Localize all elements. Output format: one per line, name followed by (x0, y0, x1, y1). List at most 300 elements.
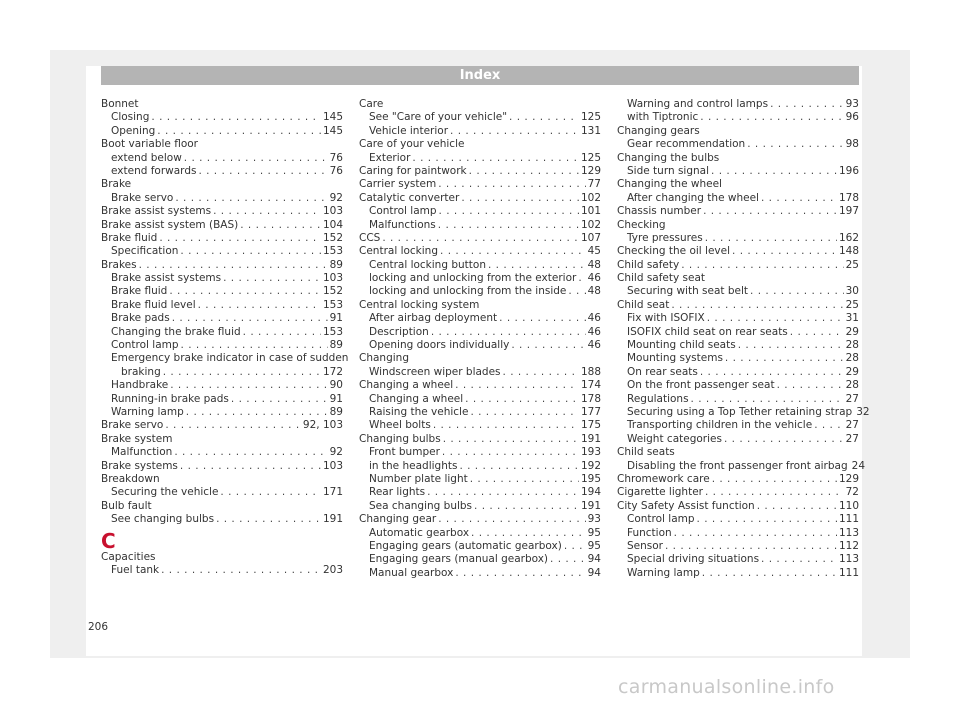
entry-label: Changing a wheel (359, 379, 454, 392)
index-subentry (617, 339, 859, 352)
index-subentry (617, 540, 859, 553)
entry-page-number: 96 (845, 111, 859, 124)
entry-page-number: 203 (322, 563, 343, 576)
dot-leader (213, 205, 321, 218)
dot-leader (568, 285, 585, 298)
entry-label: Capacities (101, 550, 156, 563)
dot-leader (438, 513, 585, 526)
entry-page-number: 125 (580, 111, 601, 124)
entry-page-number: 194 (580, 486, 601, 499)
entry-label: ISOFIX child seat on rear seats (627, 325, 788, 338)
entry-page-number: 103 (322, 205, 343, 218)
index-subentry (101, 125, 343, 138)
entry-label: Carrier system (359, 178, 437, 191)
dot-leader (738, 339, 844, 352)
index-subentry (101, 513, 343, 526)
entry-label: Brake fluid (101, 231, 158, 244)
dot-leader (671, 299, 843, 312)
index-entry (617, 473, 859, 486)
entry-page-number: 31 (845, 312, 859, 325)
dot-leader (438, 178, 585, 191)
entry-label: Fuel tank (111, 563, 160, 576)
entry-page-number: 188 (580, 365, 601, 378)
entry-label: Exterior (369, 151, 411, 164)
index-entry (101, 259, 343, 272)
entry-label: Emergency brake indicator in case of sudden (111, 352, 349, 365)
entry-label: Chromework care (617, 472, 710, 485)
entry-page-number: 153 (322, 325, 343, 338)
index-subentry (101, 486, 343, 499)
entry-label: Securing with seat belt (627, 285, 749, 298)
index-entry (617, 205, 859, 218)
entry-page-number: 145 (322, 124, 343, 137)
dot-leader (711, 165, 837, 178)
entry-label: After changing the wheel (627, 191, 759, 204)
entry-page-number: 28 (845, 352, 859, 365)
index-entry (359, 433, 601, 446)
page-number: 206 (88, 621, 109, 633)
entry-label: braking (121, 365, 161, 378)
entry-page-number: 90 (329, 379, 343, 392)
dot-leader (412, 152, 579, 165)
entry-label: After airbag deployment (369, 312, 498, 325)
dot-leader (455, 567, 585, 580)
index-entry (359, 165, 601, 178)
entry-label: Checking the oil level (617, 245, 731, 258)
entry-label: Weight categories (627, 432, 722, 445)
dot-leader (180, 245, 321, 258)
entry-page-number: 148 (838, 245, 859, 258)
dot-leader (163, 366, 321, 379)
entry-label: Side turn signal (627, 164, 710, 177)
index-subentry (101, 272, 343, 285)
dot-leader (674, 527, 837, 540)
dot-leader (139, 259, 328, 272)
entry-page-number: 27 (845, 419, 859, 432)
entry-page-number: 111 (838, 513, 859, 526)
index-subentry (359, 339, 601, 352)
entry-page-number: 192 (580, 459, 601, 472)
entry-page-number: 125 (580, 151, 601, 164)
entry-label: Brake pads (111, 312, 170, 325)
index-entry (359, 352, 601, 365)
entry-label: Gear recommendation (627, 138, 746, 151)
index-entry (359, 138, 601, 151)
index-subentry (101, 152, 343, 165)
entry-page-number: 175 (580, 419, 601, 432)
index-entry (101, 419, 343, 432)
dot-leader (725, 352, 844, 365)
dot-leader (231, 393, 328, 406)
dot-leader (170, 379, 327, 392)
index-subentry (101, 299, 343, 312)
index-entry (617, 500, 859, 513)
index-subentry (101, 564, 343, 577)
dot-leader (443, 433, 579, 446)
dot-leader (550, 553, 586, 566)
entry-page-number: 153 (322, 245, 343, 258)
index-subentry (359, 473, 601, 486)
entry-page-number: 76 (329, 151, 343, 164)
entry-page-number: 113 (838, 526, 859, 539)
index-entry (101, 205, 343, 218)
entry-label: Caring for paintwork (359, 164, 467, 177)
entry-page-number: 28 (845, 339, 859, 352)
entry-label: in the headlights (369, 459, 458, 472)
entry-page-number: 178 (580, 392, 601, 405)
entry-page-number: 92 (329, 191, 343, 204)
entry-label: locking and unlocking from the inside (369, 285, 567, 298)
entry-page-number: 107 (580, 231, 601, 244)
entry-label: Regulations (627, 392, 689, 405)
index-column-3 (617, 98, 870, 580)
index-entry (101, 138, 343, 151)
index-entry (359, 98, 601, 111)
index-subentry (617, 111, 859, 124)
entry-page-number: 25 (845, 298, 859, 311)
entry-page-number: 104 (322, 218, 343, 231)
entry-page-number: 76 (329, 164, 343, 177)
entry-label: Malfunctions (369, 218, 436, 231)
entry-label: Changing the brake fluid (111, 325, 241, 338)
dot-leader (461, 192, 579, 205)
entry-label: Brake assist system (BAS) (101, 218, 239, 231)
index-subentry (359, 393, 601, 406)
entry-label: Wheel bolts (369, 419, 431, 432)
dot-leader (159, 232, 321, 245)
entry-page-number: 113 (838, 553, 859, 566)
dot-leader (681, 259, 843, 272)
entry-label: Chassis number (617, 205, 702, 218)
index-entry (101, 460, 343, 473)
entry-label: Mounting child seats (627, 339, 736, 352)
entry-page-number: 91 (329, 312, 343, 325)
index-entry (101, 473, 343, 486)
index-subentry (101, 446, 343, 459)
entry-page-number: 94 (587, 566, 601, 579)
dot-leader (439, 205, 579, 218)
index-subentry (101, 165, 343, 178)
entry-page-number: 29 (845, 325, 859, 338)
entry-label: Changing a wheel (369, 392, 464, 405)
index-subentry (101, 312, 343, 325)
index-subentry (359, 152, 601, 165)
entry-page-number: 191 (580, 499, 601, 512)
dot-leader (198, 165, 327, 178)
index-subentry (617, 285, 859, 298)
index-entry (617, 259, 859, 272)
dot-leader (165, 419, 301, 432)
index-subentry (617, 192, 859, 205)
entry-label: Boot variable floor (101, 138, 198, 151)
index-subentry (359, 272, 601, 285)
entry-page-number: 191 (580, 432, 601, 445)
index-subentry (359, 446, 601, 459)
index-subentry (359, 366, 601, 379)
index-subentry (101, 393, 343, 406)
entry-label: Sensor (627, 539, 663, 552)
entry-label: Brake fluid level (111, 298, 196, 311)
entry-label: Sea changing bulbs (369, 499, 473, 512)
entry-label: Tyre pressures (627, 231, 703, 244)
index-entry (359, 245, 601, 258)
entry-label: Changing gear (359, 513, 437, 526)
entry-label: Brake fluid (111, 285, 168, 298)
entry-label: Securing using a Top Tether retaining strap (627, 405, 853, 418)
entry-page-number: 25 (845, 258, 859, 271)
entry-page-number: 93 (845, 98, 859, 110)
dot-leader (732, 245, 837, 258)
entry-label: Disabling the front passenger front airbag (627, 459, 848, 472)
index-subentry (617, 433, 859, 446)
index-subentry (617, 393, 859, 406)
entry-label: Manual gearbox (369, 566, 454, 579)
dot-leader (433, 419, 579, 432)
dot-leader (216, 513, 321, 526)
entry-label: Brake system (101, 432, 173, 445)
index-subentry (101, 326, 343, 339)
entry-label: Transporting children in the vehicle (627, 419, 813, 432)
index-subentry (359, 312, 601, 325)
index-entry (101, 178, 343, 191)
entry-label: Child seat (617, 298, 670, 311)
dot-leader (151, 111, 321, 124)
entry-page-number: 46 (587, 325, 601, 338)
entry-label: with Tiptronic (627, 111, 699, 124)
dot-leader (499, 312, 585, 325)
index-subentry (617, 165, 859, 178)
entry-page-number: 193 (580, 446, 601, 459)
entry-label: Securing the vehicle (111, 486, 219, 499)
entry-page-number: 129 (580, 164, 601, 177)
index-subentry (359, 567, 601, 580)
index-subentry (101, 406, 343, 419)
index-entry (617, 446, 859, 459)
index-subentry (101, 285, 343, 298)
dot-leader (175, 192, 327, 205)
entry-label: Warning lamp (111, 405, 184, 418)
dot-leader (747, 138, 843, 151)
entry-label: CCS (359, 231, 381, 244)
dot-leader (180, 460, 321, 473)
entry-label: Bulb fault (101, 499, 152, 512)
entry-label: Central locking (359, 245, 439, 258)
index-entry (617, 125, 859, 138)
entry-label: Bonnet (101, 98, 139, 110)
entry-label: Brake systems (101, 459, 178, 472)
entry-label: See "Care of your vehicle" (369, 111, 508, 124)
dot-leader (240, 219, 321, 232)
entry-label: Central locking system (359, 298, 480, 311)
dot-leader (470, 473, 579, 486)
dot-leader (707, 312, 844, 325)
entry-page-number: 95 (587, 526, 601, 539)
entry-label: Running-in brake pads (111, 392, 229, 405)
entry-page-number: 30 (845, 285, 859, 298)
dot-leader (503, 366, 579, 379)
entry-label: Handbrake (111, 379, 169, 392)
index-subentry (101, 339, 343, 352)
entry-page-number: 46 (587, 272, 601, 285)
index-subentry (359, 111, 601, 124)
entry-page-number: 95 (587, 539, 601, 552)
entry-label: Number plate light (369, 472, 468, 485)
entry-label: Mounting systems (627, 352, 723, 365)
dot-leader (455, 379, 579, 392)
entry-label: Brake servo (111, 191, 174, 204)
dot-leader (220, 486, 321, 499)
index-entry (101, 433, 343, 446)
entry-label: Windscreen wiper blades (369, 365, 501, 378)
dot-leader (243, 326, 321, 339)
index-subentry (359, 285, 601, 298)
entry-label: Child safety (617, 258, 680, 271)
page-title: Index (101, 66, 859, 85)
entry-label: Warning and control lamps (627, 98, 769, 110)
entry-label: Front bumper (369, 446, 440, 459)
entry-label: Warning lamp (627, 566, 700, 579)
dot-leader (184, 152, 328, 165)
entry-label: On the front passenger seat (627, 379, 775, 392)
index-subentry (617, 312, 859, 325)
index-subentry (359, 553, 601, 566)
dot-leader (509, 111, 579, 124)
entry-label: Child safety seat (617, 272, 706, 285)
entry-label: Catalytic converter (359, 191, 460, 204)
index-entry (617, 299, 859, 312)
index-subentry (617, 326, 859, 339)
entry-page-number: 191 (322, 513, 343, 526)
entry-page-number: 112 (838, 539, 859, 552)
index-entry (359, 232, 601, 245)
index-entry (101, 98, 343, 111)
entry-page-number: 177 (580, 405, 601, 418)
entry-label: Function (627, 526, 672, 539)
entry-page-number: 92, 103 (302, 419, 343, 432)
index-subentry (101, 352, 349, 365)
index-entry (359, 178, 601, 191)
dot-leader (665, 540, 837, 553)
entry-label: Opening doors individually (369, 339, 510, 352)
entry-page-number: 29 (845, 365, 859, 378)
index-entry (101, 551, 343, 564)
entry-label: Closing (111, 111, 150, 124)
index-subentry (617, 527, 859, 540)
entry-label: Automatic gearbox (369, 526, 470, 539)
entry-page-number: 77 (587, 178, 601, 191)
index-subentry (359, 540, 601, 553)
entry-label: Rear lights (369, 486, 426, 499)
entry-label: Brakes (101, 258, 137, 271)
index-subentry (617, 379, 859, 392)
index-subentry (617, 419, 859, 432)
index-subentry (617, 553, 859, 566)
index-subentry (617, 567, 859, 580)
entry-page-number: 172 (322, 365, 343, 378)
index-entry (617, 245, 859, 258)
dot-leader (161, 564, 321, 577)
entry-label: Opening (111, 124, 156, 137)
index-subentry (617, 352, 859, 365)
index-subentry (617, 513, 859, 526)
entry-page-number: 32 (856, 405, 870, 418)
dot-leader (705, 486, 844, 499)
dot-leader (757, 500, 837, 513)
entry-label: Description (369, 325, 429, 338)
index-entry (617, 486, 859, 499)
dot-leader (459, 460, 579, 473)
index-entry (359, 299, 601, 312)
entry-page-number: 196 (838, 164, 859, 177)
index-subentry (359, 419, 601, 432)
entry-page-number: 89 (329, 339, 343, 352)
entry-page-number: 171 (322, 486, 343, 499)
index-column-1 (101, 98, 349, 577)
dot-leader (700, 366, 844, 379)
dot-leader (724, 433, 844, 446)
index-column-2 (359, 98, 601, 580)
dot-leader (440, 245, 586, 258)
entry-page-number: 129 (838, 472, 859, 485)
index-subentry (101, 192, 343, 205)
dot-leader (703, 205, 837, 218)
entry-label: Brake (101, 178, 132, 191)
entry-page-number: 111 (838, 566, 859, 579)
entry-label: Changing the bulbs (617, 151, 720, 164)
index-entry (359, 513, 601, 526)
entry-label: Special driving situations (627, 553, 760, 566)
dot-leader (700, 111, 843, 124)
entry-page-number: 152 (322, 285, 343, 298)
index-subentry (617, 232, 859, 245)
index-subentry (359, 460, 601, 473)
dot-leader (181, 339, 328, 352)
entry-page-number: 46 (587, 339, 601, 352)
index-subentry (617, 366, 859, 379)
index-subentry (359, 486, 601, 499)
entry-page-number: 24 (851, 459, 866, 472)
index-subentry (359, 125, 601, 138)
entry-label: Changing bulbs (359, 432, 441, 445)
index-subentry (359, 219, 601, 232)
dot-leader (157, 125, 321, 138)
dot-leader (712, 473, 837, 486)
dot-leader (427, 486, 579, 499)
index-entry (617, 219, 859, 232)
entry-page-number: 91 (329, 392, 343, 405)
index-entry (617, 152, 859, 165)
index-subentry (359, 406, 601, 419)
entry-page-number: 102 (580, 218, 601, 231)
entry-page-number: 102 (580, 191, 601, 204)
index-subentry (101, 245, 343, 258)
index-subentry (101, 379, 343, 392)
entry-page-number: 174 (580, 379, 601, 392)
entry-page-number: 101 (580, 205, 601, 218)
entry-label: Changing the wheel (617, 178, 722, 191)
dot-leader (761, 192, 837, 205)
index-subentry (617, 459, 866, 473)
dot-leader (578, 272, 585, 285)
entry-page-number: 27 (845, 432, 859, 445)
entry-label: locking and unlocking from the exterior (369, 272, 577, 285)
dot-leader (169, 285, 321, 298)
dot-leader (750, 285, 844, 298)
dot-leader (186, 406, 328, 419)
entry-label: Central locking button (369, 258, 486, 271)
entry-page-number: 153 (322, 298, 343, 311)
entry-page-number: 92 (329, 446, 343, 459)
